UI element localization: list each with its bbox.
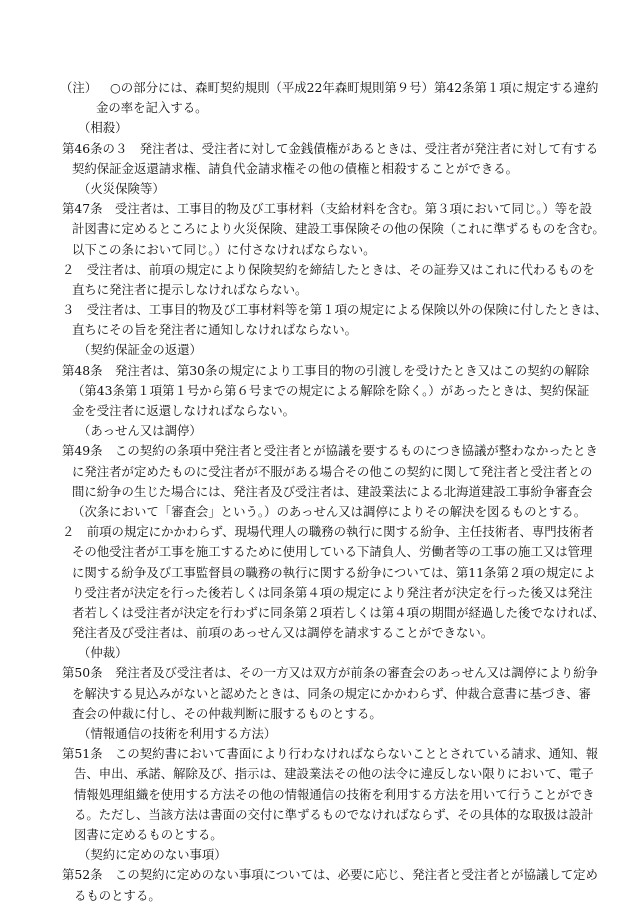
section-caption: （仲裁） xyxy=(78,645,128,661)
paragraph-text: ２ 前項の規定にかかわらず、現場代理人の職務の執行に関する紛争、主任技術者、専門技術者 xyxy=(62,524,594,540)
article-text: 以下この条において同じ。）に付さなければならない。 xyxy=(72,241,376,257)
article-text: （第43条第１項第１号から第６号までの規定による解除を除く。）があったときは、契約保証 xyxy=(72,382,590,398)
article-text: 計図書に定めるところにより火災保険、建設工事保険その他の保険（これに準ずるものを含む。 xyxy=(72,221,605,237)
article-text: に発注者が定めたものに受注者が不服がある場合その他この契約に関して発注者と受注者との xyxy=(72,463,593,479)
section-caption: （契約保証金の返還） xyxy=(78,342,202,358)
section-caption: （火災保険等） xyxy=(78,180,165,196)
paragraph-text: に関する紛争及び工事監督員の職務の執行に関する紛争については、第11条第２項の規定によ xyxy=(72,564,596,580)
note-line xyxy=(0,98,630,118)
section-caption: （情報通信の技術を利用する方法） xyxy=(78,726,277,741)
article-text: 第51条 この契約書において書面により行わなければならないこととされている請求、通知、報 xyxy=(62,746,599,762)
paragraph-text: ２ 受注者は、前項の規定により保険契約を締結したときは、その証券又はこれに代わるものを xyxy=(62,261,595,277)
article-text: 第47条 受注者は、工事目的物及び工事材料（支給材料を含む。第３項において同じ。）等を設 xyxy=(62,201,592,217)
paragraph-text: 発注者及び受注者は、前項のあっせん又は調停を請求することができない。 xyxy=(72,625,494,641)
article-text: 図書に定めるものとする。 xyxy=(74,826,223,842)
article-text: 第49条 この契約の条項中発注者と受注者とが協議を要するものにつき協議が整わなかったとき xyxy=(62,443,598,459)
note-text: 金の率を記入する。 xyxy=(96,100,208,116)
article-text: 第46条の３ 発注者は、受注者に対して金銭債権があるときは、受注者が発注者に対して有する xyxy=(62,140,599,156)
article-text: を解決する見込みがないと認めたときは、同条の規定にかかわらず、仲裁合意書に基づき、審 xyxy=(72,685,591,701)
paragraph-text: その他受注者が工事を施工するために使用している下請負人、労働者等の工事の施工又は管理 xyxy=(72,544,593,560)
paragraph-text: り受注者が決定を行った後若しくは同条第４項の規定により発注者が決定を行った後又は発注 xyxy=(72,584,593,600)
article-text: るものとする。 xyxy=(74,887,161,903)
paragraph-text: 直ちにその旨を発注者に通知しなければならない。 xyxy=(72,322,357,338)
article-text: 第48条 発注者は、第30条の規定により工事目的物の引渡しを受けたとき又はこの契約の解除 xyxy=(62,362,590,378)
article-text: （次条において「審査会」という。）のあっせん又は調停によりその解決を図るものとする。 xyxy=(72,503,587,519)
article-text: 金を受注者に返還しなければならない。 xyxy=(72,403,296,418)
note-label: （注） xyxy=(60,80,98,95)
section-caption: （あっせん又は調停） xyxy=(78,423,202,439)
article-text: る。ただし、当該方法は書面の交付に準ずるものでなければならず、その具体的な取扱は設計 xyxy=(74,806,594,822)
article-text: 第52条 この契約に定めのない事項については、必要に応じ、発注者と受注者とが協議して定め xyxy=(62,867,598,883)
paragraph-text: 直ちに発注者に提示しなければならない。 xyxy=(72,281,308,297)
article-text: 間に紛争の生じた場合には、発注者及び受注者は、建設業法による北海道建設工事紛争審査会 xyxy=(72,483,593,499)
article-text: 第50条 発注者及び受注者は、その一方又は双方が前条の審査会のあっせん又は調停により紛争 xyxy=(62,665,599,681)
section-caption: （相殺） xyxy=(78,120,128,136)
note-line xyxy=(0,78,630,98)
article-text: 告、申出、承諾、解除及び、指示は、建設業法その他の法令に違反しない限りにおいて、電子 xyxy=(74,766,594,782)
paragraph-text: ３ 受注者は、工事目的物及び工事材料等を第１項の規定による保険以外の保険に付したときは、 xyxy=(62,302,608,318)
note-text: ○の部分には、森町契約規則（平成22年森町規則第９号）第42条第１項に規定する違約 xyxy=(110,80,599,95)
section-caption: （契約に定めのない事項） xyxy=(78,847,227,863)
paragraph-text: 者若しくは受注者が決定を行わずに同条第２項若しくは第４項の期間が経過した後でなければ、 xyxy=(72,604,605,620)
article-text: 契約保証金返還請求権、請負代金請求権その他の債権と相殺することができる。 xyxy=(72,160,519,176)
article-text: 情報処理組織を使用する方法その他の情報通信の技術を利用する方法を用いて行うことができ xyxy=(74,786,595,802)
article-text: 査会の仲裁に付し、その仲裁判断に服するものとする。 xyxy=(72,705,382,721)
